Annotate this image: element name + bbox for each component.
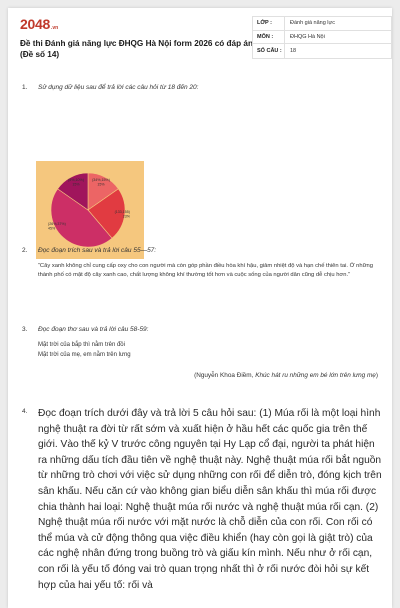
document-page	[8, 8, 392, 608]
pie-chart-svg	[36, 161, 144, 259]
question-instruction: Đọc đoạn trích sau và trả lời câu 55—57:	[38, 247, 157, 254]
question-instruction: Đọc đoạn thơ sau và trả lời câu 58-59:	[38, 326, 149, 333]
question-number: 3.	[22, 326, 28, 333]
source-prefix: (Nguyễn Khoa Điềm,	[194, 372, 256, 379]
pie-chart	[36, 161, 144, 259]
slice-coord-label: (5%,10%)	[68, 178, 84, 182]
info-value: ĐHQG Hà Nội	[290, 33, 325, 40]
logo-domain: .vn	[50, 25, 59, 31]
info-value: 18	[290, 47, 297, 54]
poem-line: Mặt trời của bắp thì nằm trên đồi	[38, 342, 125, 348]
info-row-class	[253, 17, 391, 31]
poem-source	[38, 372, 378, 379]
source-suffix: )	[375, 372, 378, 379]
info-value: Đánh giá năng lực	[290, 20, 335, 27]
site-logo[interactable]	[20, 16, 260, 32]
exam-info-table	[252, 16, 392, 59]
slice-percent-label: 45%	[48, 226, 56, 231]
slice-coord-label: (26%,37%)	[48, 222, 66, 226]
excerpt-text: “Cây xanh không chỉ cung cấp oxy cho con người mà còn góp phần điều hòa khí hậu, giảm nhiệt độ và hạn chế thiên tai. Ở những thành phố có mật độ cây xanh cao, chất lượng không khí thường tốt hơn và cuộc sống của người dân cũng dễ chịu hơn.”	[38, 263, 373, 278]
slice-percent-label: 23%	[122, 214, 130, 219]
slice-percent-label: 15%	[72, 182, 80, 187]
page-title: Đề thi Đánh giá năng lực ĐHQG Hà Nội form 2026 có đáp án (Đề số 14)	[20, 39, 253, 59]
source-title: Khúc hát ru những em bé lớn trên lưng mẹ	[255, 372, 376, 379]
slice-percent-label: 15%	[97, 182, 105, 187]
info-row-count	[253, 44, 391, 58]
passage-text: Đọc đoạn trích dưới đây và trả lời 5 câu hỏi sau: (1) Múa rối là một loại hình nghệ thuật ra đời từ rất sớm và xuất hiện ở hầu hết các quốc gia trên thế giới. Vào thế kỷ V trước công nguyên tại Hy Lạp cổ đại, người ta phát hiện ra những dấu tích đầu tiên về nghệ thuật này. Nghệ thuật múa rối bắt nguồn từ những trò chơi với việc sử dụng những con rối để diễn trò, đóng kịch trên sân khấu. Nếu căn cứ vào không gian biểu diễn sân khấu thì múa rối được chia thành hai loại: Nghệ thuật múa rối nước và nghệ thuật múa rối cạn. (2) Nghệ thuật múa rối nước với mặt nước là chỗ diễn của con rối. Con rối có thể múa và cử động thông qua việc điều khiển (hay còn gọi là giật trò) của các nghệ nhân đứng trong buồng trò và giấu kín mình. Nếu như ở rối cạn, con rối là yếu tố đóng vai trò quan trọng nhất thì ở rối nước đòi hỏi sự kết hợp của hai yếu tố: rối và	[38, 408, 382, 591]
question-number: 2.	[22, 247, 28, 254]
question-2	[22, 247, 382, 280]
poem	[38, 341, 382, 360]
slice-coord-label: (34%,15%)	[92, 178, 110, 182]
info-label: LỚP :	[253, 17, 285, 30]
slice-coord-label: (133,155)	[114, 210, 130, 214]
question-3	[22, 326, 382, 379]
header	[20, 16, 260, 60]
logo-text: 2048	[20, 16, 50, 32]
question-number: 4.	[22, 408, 28, 415]
info-label: SỐ CÂU :	[253, 44, 285, 58]
question-instruction: Sử dụng dữ liệu sau để trả lời các câu hỏi từ 18 đến 20:	[38, 84, 199, 91]
poem-line: Mặt trời của mẹ, em nằm trên lưng	[38, 351, 131, 358]
question-number: 1.	[22, 84, 28, 91]
info-row-subject	[253, 31, 391, 45]
question-1	[22, 84, 382, 91]
info-label: MÔN :	[253, 31, 285, 44]
question-4	[22, 406, 382, 593]
